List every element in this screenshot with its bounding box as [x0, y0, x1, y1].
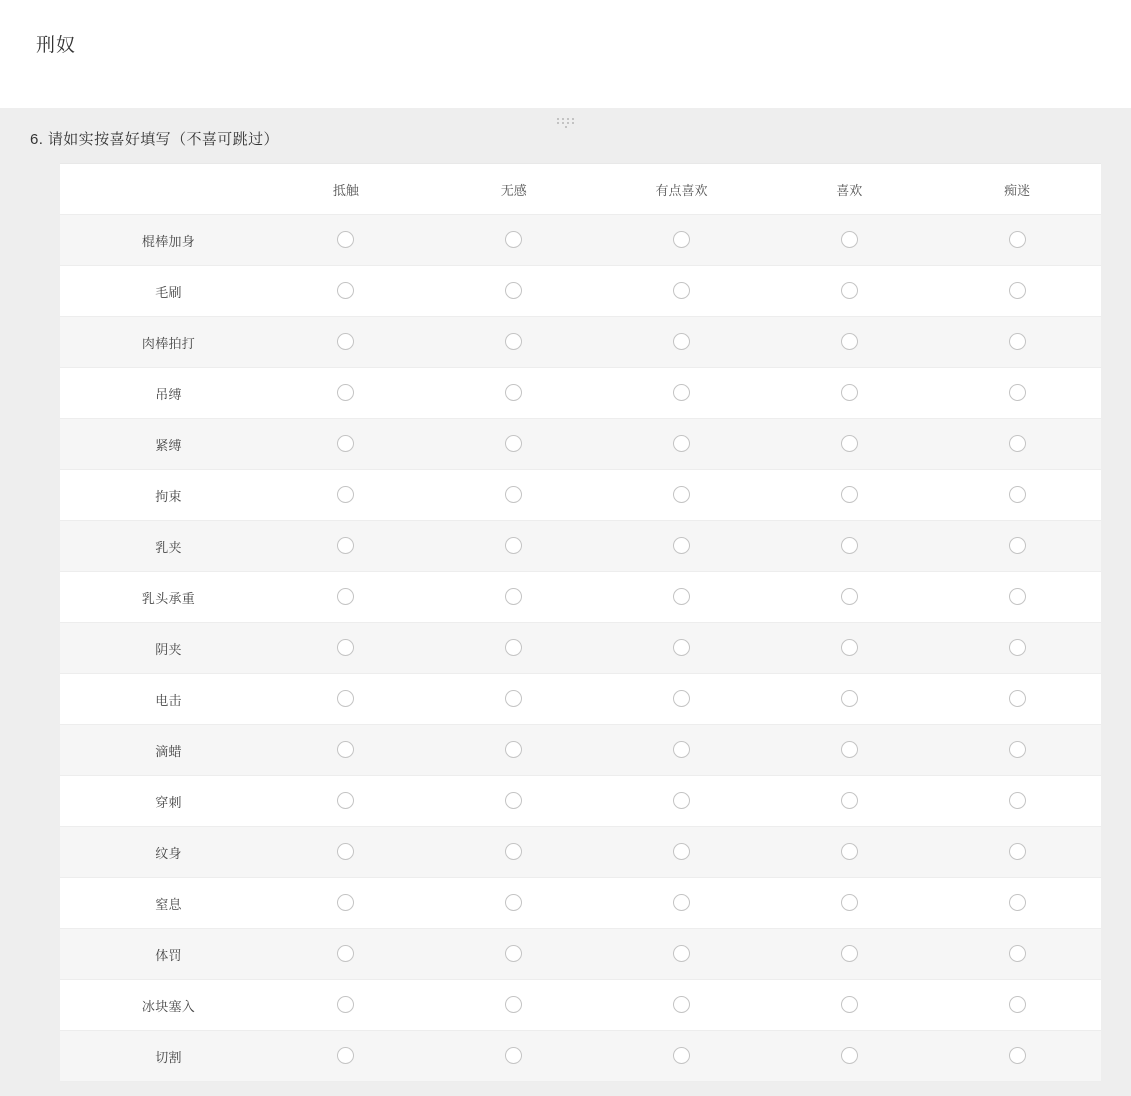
matrix-cell[interactable] — [598, 317, 766, 368]
matrix-cell[interactable] — [765, 266, 933, 317]
matrix-cell[interactable] — [933, 827, 1101, 878]
radio-button[interactable] — [1009, 843, 1026, 860]
matrix-cell[interactable] — [765, 215, 933, 266]
matrix-cell[interactable] — [933, 470, 1101, 521]
radio-button[interactable] — [505, 996, 522, 1013]
radio-button[interactable] — [673, 945, 690, 962]
matrix-cell[interactable] — [933, 776, 1101, 827]
radio-button[interactable] — [337, 1047, 354, 1064]
radio-button[interactable] — [505, 1047, 522, 1064]
radio-button[interactable] — [337, 333, 354, 350]
matrix-column-header: 喜欢 — [765, 164, 933, 215]
table-row — [60, 929, 1101, 980]
radio-button[interactable] — [1009, 945, 1026, 962]
radio-button[interactable] — [1009, 690, 1026, 707]
radio-button[interactable] — [337, 435, 354, 452]
matrix-cell[interactable] — [430, 878, 598, 929]
radio-button[interactable] — [505, 435, 522, 452]
matrix-cell[interactable] — [262, 776, 430, 827]
matrix-cell[interactable] — [262, 368, 430, 419]
radio-button[interactable] — [841, 384, 858, 401]
radio-button[interactable] — [505, 741, 522, 758]
matrix-cell[interactable] — [598, 215, 766, 266]
matrix-cell[interactable] — [262, 929, 430, 980]
matrix-cell[interactable] — [262, 521, 430, 572]
radio-button[interactable] — [673, 435, 690, 452]
matrix-cell[interactable] — [430, 1031, 598, 1082]
matrix-cell[interactable] — [765, 725, 933, 776]
matrix-cell[interactable] — [598, 878, 766, 929]
radio-button[interactable] — [505, 945, 522, 962]
matrix-cell[interactable] — [765, 572, 933, 623]
radio-button[interactable] — [505, 843, 522, 860]
table-row — [60, 827, 1101, 878]
matrix-cell[interactable] — [430, 215, 598, 266]
radio-button[interactable] — [673, 690, 690, 707]
matrix-head — [60, 164, 1101, 215]
radio-button[interactable] — [841, 1047, 858, 1064]
radio-button[interactable] — [841, 486, 858, 503]
matrix-cell[interactable] — [262, 674, 430, 725]
matrix-cell[interactable] — [430, 470, 598, 521]
table-row — [60, 1031, 1101, 1082]
matrix-cell[interactable] — [262, 725, 430, 776]
matrix-column-header: 痴迷 — [933, 164, 1101, 215]
matrix-row-label: 肉棒拍打 — [60, 317, 262, 368]
radio-button[interactable] — [505, 537, 522, 554]
radio-button[interactable] — [841, 333, 858, 350]
radio-button[interactable] — [673, 843, 690, 860]
radio-button[interactable] — [337, 384, 354, 401]
matrix-cell[interactable] — [598, 725, 766, 776]
matrix-row-label: 纹身 — [60, 827, 262, 878]
radio-button[interactable] — [673, 639, 690, 656]
matrix-cell[interactable] — [430, 776, 598, 827]
radio-button[interactable] — [1009, 435, 1026, 452]
matrix-cell[interactable] — [598, 1031, 766, 1082]
table-row — [60, 368, 1101, 419]
matrix-cell[interactable] — [598, 827, 766, 878]
radio-button[interactable] — [505, 282, 522, 299]
radio-button[interactable] — [505, 384, 522, 401]
matrix-cell[interactable] — [765, 878, 933, 929]
radio-button[interactable] — [337, 741, 354, 758]
table-row — [60, 419, 1101, 470]
radio-button[interactable] — [673, 894, 690, 911]
matrix-cell[interactable] — [765, 521, 933, 572]
matrix-row-label: 体罚 — [60, 929, 262, 980]
matrix-cell[interactable] — [262, 419, 430, 470]
radio-button[interactable] — [1009, 792, 1026, 809]
radio-button[interactable] — [337, 588, 354, 605]
matrix-row-label: 乳头承重 — [60, 572, 262, 623]
radio-button[interactable] — [841, 945, 858, 962]
radio-button[interactable] — [337, 486, 354, 503]
radio-button[interactable] — [1009, 384, 1026, 401]
radio-button[interactable] — [337, 231, 354, 248]
table-row — [60, 572, 1101, 623]
radio-button[interactable] — [337, 843, 354, 860]
matrix-cell[interactable] — [765, 368, 933, 419]
radio-button[interactable] — [841, 690, 858, 707]
radio-button[interactable] — [841, 588, 858, 605]
radio-button[interactable] — [1009, 588, 1026, 605]
matrix-cell[interactable] — [430, 266, 598, 317]
matrix-cell[interactable] — [933, 266, 1101, 317]
table-row — [60, 980, 1101, 1031]
radio-button[interactable] — [505, 894, 522, 911]
radio-button[interactable] — [505, 231, 522, 248]
radio-button[interactable] — [841, 741, 858, 758]
radio-button[interactable] — [841, 639, 858, 656]
matrix-row-label: 紧缚 — [60, 419, 262, 470]
matrix-cell[interactable] — [765, 776, 933, 827]
matrix-cell[interactable] — [933, 929, 1101, 980]
matrix-cell[interactable] — [933, 623, 1101, 674]
radio-button[interactable] — [505, 486, 522, 503]
matrix-cell[interactable] — [765, 419, 933, 470]
matrix-cell[interactable] — [933, 980, 1101, 1031]
radio-button[interactable] — [1009, 537, 1026, 554]
radio-button[interactable] — [337, 945, 354, 962]
table-row — [60, 215, 1101, 266]
matrix-cell[interactable] — [933, 1031, 1101, 1082]
table-row — [60, 725, 1101, 776]
matrix-table — [60, 164, 1101, 1082]
matrix-cell[interactable] — [765, 980, 933, 1031]
matrix-row-label: 滴蜡 — [60, 725, 262, 776]
matrix-cell[interactable] — [598, 572, 766, 623]
question-card — [0, 108, 1131, 1096]
matrix-cell[interactable] — [598, 419, 766, 470]
radio-button[interactable] — [337, 282, 354, 299]
matrix-cell[interactable] — [598, 521, 766, 572]
radio-button[interactable] — [1009, 996, 1026, 1013]
question-title: 6. 请如实按喜好填写（不喜可跳过） — [30, 131, 279, 148]
matrix-row-label: 毛刷 — [60, 266, 262, 317]
radio-button[interactable] — [673, 231, 690, 248]
matrix-row-label: 窒息 — [60, 878, 262, 929]
radio-button[interactable] — [1009, 231, 1026, 248]
matrix-cell[interactable] — [262, 215, 430, 266]
matrix-row-label: 冰块塞入 — [60, 980, 262, 1031]
matrix-cell[interactable] — [933, 317, 1101, 368]
matrix-cell[interactable] — [262, 266, 430, 317]
radio-button[interactable] — [841, 282, 858, 299]
matrix-cell[interactable] — [430, 317, 598, 368]
radio-button[interactable] — [673, 282, 690, 299]
matrix-cell[interactable] — [262, 317, 430, 368]
matrix-cell[interactable] — [598, 929, 766, 980]
matrix-cell[interactable] — [933, 674, 1101, 725]
radio-button[interactable] — [1009, 1047, 1026, 1064]
radio-button[interactable] — [673, 333, 690, 350]
matrix-cell[interactable] — [765, 1031, 933, 1082]
radio-button[interactable] — [1009, 741, 1026, 758]
matrix-row-label: 拘束 — [60, 470, 262, 521]
matrix-cell[interactable] — [430, 419, 598, 470]
table-row — [60, 470, 1101, 521]
radio-button[interactable] — [337, 537, 354, 554]
matrix-cell[interactable] — [598, 674, 766, 725]
matrix-column-header: 无感 — [430, 164, 598, 215]
matrix-cell[interactable] — [933, 521, 1101, 572]
matrix-cell[interactable] — [765, 929, 933, 980]
matrix-cell[interactable] — [430, 623, 598, 674]
table-row — [60, 776, 1101, 827]
radio-button[interactable] — [337, 894, 354, 911]
matrix-row-label: 棍棒加身 — [60, 215, 262, 266]
matrix-column-header: 抵触 — [262, 164, 430, 215]
matrix-cell[interactable] — [262, 827, 430, 878]
radio-button[interactable] — [505, 588, 522, 605]
radio-button[interactable] — [673, 486, 690, 503]
matrix-cell[interactable] — [262, 980, 430, 1031]
matrix-body — [60, 215, 1101, 1082]
radio-button[interactable] — [841, 843, 858, 860]
matrix-cell[interactable] — [262, 1031, 430, 1082]
radio-button[interactable] — [505, 690, 522, 707]
matrix-row-label: 穿刺 — [60, 776, 262, 827]
matrix-row-label: 切割 — [60, 1031, 262, 1082]
matrix-cell[interactable] — [598, 470, 766, 521]
matrix-cell[interactable] — [765, 674, 933, 725]
matrix-column-header: 有点喜欢 — [598, 164, 766, 215]
matrix-cell[interactable] — [598, 368, 766, 419]
radio-button[interactable] — [841, 996, 858, 1013]
matrix-cell[interactable] — [933, 419, 1101, 470]
radio-button[interactable] — [673, 384, 690, 401]
matrix-row-label: 吊缚 — [60, 368, 262, 419]
radio-button[interactable] — [841, 537, 858, 554]
matrix-cell[interactable] — [598, 623, 766, 674]
table-row — [60, 674, 1101, 725]
matrix-cell[interactable] — [765, 827, 933, 878]
table-row — [60, 878, 1101, 929]
radio-button[interactable] — [505, 333, 522, 350]
matrix-cell[interactable] — [262, 878, 430, 929]
radio-button[interactable] — [673, 792, 690, 809]
radio-button[interactable] — [337, 792, 354, 809]
matrix-cell[interactable] — [430, 980, 598, 1031]
matrix-cell[interactable] — [933, 215, 1101, 266]
radio-button[interactable] — [673, 741, 690, 758]
radio-button[interactable] — [1009, 333, 1026, 350]
radio-button[interactable] — [1009, 894, 1026, 911]
radio-button[interactable] — [1009, 282, 1026, 299]
matrix-cell[interactable] — [430, 827, 598, 878]
table-row — [60, 266, 1101, 317]
page-title: 刑奴 — [36, 35, 77, 56]
matrix-cell[interactable] — [430, 368, 598, 419]
matrix-cell[interactable] — [430, 521, 598, 572]
radio-button[interactable] — [841, 894, 858, 911]
table-row — [60, 317, 1101, 368]
radio-button[interactable] — [841, 792, 858, 809]
matrix-row-label: 电击 — [60, 674, 262, 725]
radio-button[interactable] — [337, 996, 354, 1013]
matrix-question-table — [60, 163, 1101, 1082]
matrix-cell[interactable] — [430, 929, 598, 980]
table-row — [60, 521, 1101, 572]
matrix-corner-cell — [60, 164, 262, 215]
matrix-cell[interactable] — [765, 470, 933, 521]
matrix-cell[interactable] — [933, 878, 1101, 929]
table-row — [60, 623, 1101, 674]
matrix-row-label: 阴夹 — [60, 623, 262, 674]
matrix-cell[interactable] — [933, 725, 1101, 776]
matrix-cell[interactable] — [598, 266, 766, 317]
matrix-cell[interactable] — [262, 623, 430, 674]
radio-button[interactable] — [337, 639, 354, 656]
radio-button[interactable] — [1009, 639, 1026, 656]
radio-button[interactable] — [673, 537, 690, 554]
matrix-cell[interactable] — [598, 776, 766, 827]
radio-button[interactable] — [337, 690, 354, 707]
radio-button[interactable] — [505, 639, 522, 656]
radio-button[interactable] — [841, 231, 858, 248]
matrix-cell[interactable] — [262, 470, 430, 521]
drag-dots-icon[interactable] — [556, 116, 576, 130]
radio-button[interactable] — [505, 792, 522, 809]
radio-button[interactable] — [841, 435, 858, 452]
radio-button[interactable] — [673, 1047, 690, 1064]
radio-button[interactable] — [1009, 486, 1026, 503]
matrix-cell[interactable] — [262, 572, 430, 623]
matrix-cell[interactable] — [598, 980, 766, 1031]
matrix-row-label: 乳夹 — [60, 521, 262, 572]
matrix-cell[interactable] — [765, 317, 933, 368]
matrix-cell[interactable] — [430, 572, 598, 623]
radio-button[interactable] — [673, 588, 690, 605]
matrix-cell[interactable] — [430, 725, 598, 776]
matrix-cell[interactable] — [933, 572, 1101, 623]
radio-button[interactable] — [673, 996, 690, 1013]
matrix-cell[interactable] — [933, 368, 1101, 419]
matrix-header-row — [60, 164, 1101, 215]
matrix-cell[interactable] — [430, 674, 598, 725]
matrix-cell[interactable] — [765, 623, 933, 674]
